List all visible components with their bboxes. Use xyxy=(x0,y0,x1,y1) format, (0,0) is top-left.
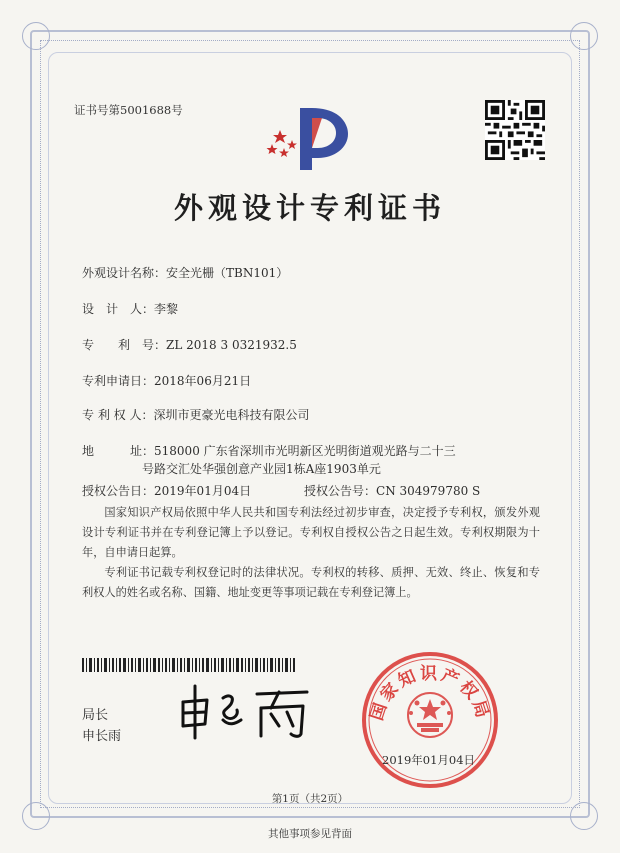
field-value: 李黎 xyxy=(154,302,179,316)
field-design-name xyxy=(82,264,288,281)
field-label: 授权公告日： xyxy=(82,484,155,498)
seal-date: 2019年01月04日 xyxy=(382,753,476,767)
certificate-title: 外观设计专利证书 xyxy=(173,191,446,225)
signatory-title: 局长 xyxy=(82,708,109,723)
field-grant-date xyxy=(82,482,251,499)
field-patent-number xyxy=(82,336,297,353)
field-grant-number xyxy=(304,482,480,499)
body-paragraph-1: 国家知识产权局依照中华人民共和国专利法经过初步审查，决定授予专利权，颁发外观设计专利证书并在专利登记簿上予以登记。专利权自授权公告之日起生效。专利权期限为十年，自申请日起算。 xyxy=(82,506,540,559)
footer-note: 其他事项参见背面 xyxy=(268,828,352,840)
field-label: 专 利 号： xyxy=(82,338,167,352)
field-label: 地 址： xyxy=(82,444,155,458)
seal-text: 国家知识产权局 xyxy=(367,664,493,724)
field-value: 518000 广东省深圳市光明新区光明街道观光路与二十三 xyxy=(154,444,456,458)
official-seal-icon xyxy=(355,645,505,795)
field-patentee xyxy=(82,406,309,423)
field-address xyxy=(82,442,456,459)
field-address-line2: 号路交汇处华强创意产业园1栋A座1903单元 xyxy=(142,462,381,476)
corner-ornament xyxy=(570,22,598,50)
field-value: 安全光栅（TBN101） xyxy=(166,266,289,280)
field-label: 外观设计名称： xyxy=(82,266,167,280)
field-label: 专利申请日： xyxy=(82,374,155,388)
qr-code-icon xyxy=(485,100,545,160)
field-value: 2018年06月21日 xyxy=(154,374,252,388)
barcode-icon xyxy=(82,658,297,672)
field-label: 设 计 人： xyxy=(82,302,155,316)
field-value: 2019年01月04日 xyxy=(154,484,252,498)
field-label: 专 利 权 人： xyxy=(82,408,154,422)
body-paragraph-2: 专利证书记载专利权登记时的法律状况。专利权的转移、质押、无效、终止、恢复和专利权人的姓名或名称、国籍、地址变更等事项记载在专利登记簿上。 xyxy=(82,566,540,599)
page-number: 第1页（共2页） xyxy=(271,793,349,805)
field-value: 深圳市更豪光电科技有限公司 xyxy=(153,408,310,422)
field-value: CN 304979780 S xyxy=(376,484,481,498)
corner-ornament xyxy=(22,22,50,50)
field-value: ZL 2018 3 0321932.5 xyxy=(166,338,297,352)
patent-office-logo-icon xyxy=(260,100,360,172)
certificate-number: 证书号第5001688号 xyxy=(74,103,183,117)
signatory-name: 申长雨 xyxy=(82,729,122,744)
field-filing-date xyxy=(82,372,251,389)
handwritten-signature xyxy=(175,680,315,740)
field-label: 授权公告号： xyxy=(304,484,377,498)
field-designer xyxy=(82,300,178,317)
